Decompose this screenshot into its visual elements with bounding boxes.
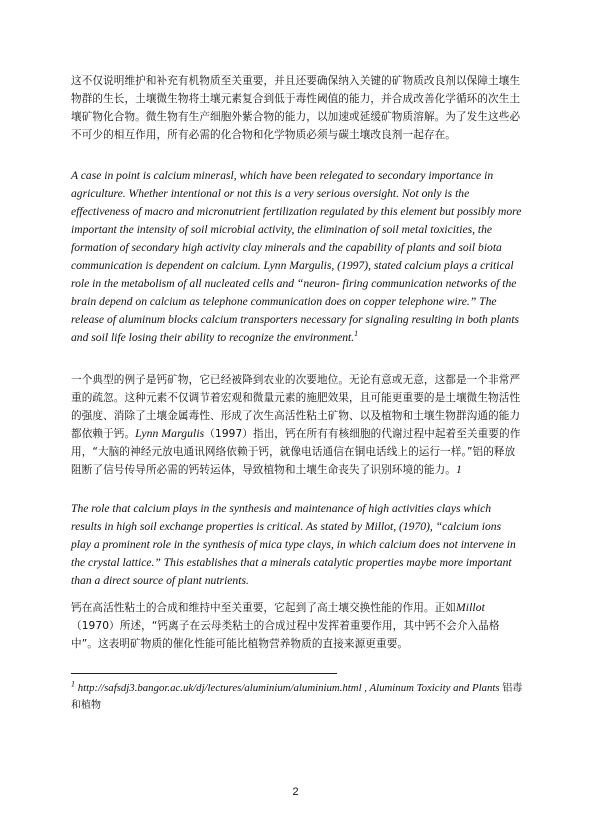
paragraph-text: 一个典型的例子是钙矿物，它已经被降到农业的次要地位。无论有意或无意，这都是一个非常严重的疏忽。这种元素不仅调节着宏观和微量元素的施肥效果，且可能更重要的是土壤微生物活性的强度、消除了土壤金属毒性、形成了次生高活性粘土矿物、以及植物和土壤生物群沟通的能力都依赖于钙。	[71, 374, 521, 440]
footnote-reference[interactable]: 1	[455, 463, 462, 476]
footnote-reference[interactable]: 1	[354, 329, 359, 339]
paragraph-chinese-clays	[71, 599, 523, 653]
author-name: Millot	[455, 601, 485, 614]
paragraph-text: 这不仅说明维护和补充有机物质至关重要，并且还要确保纳入关键的矿物质改良剂以保障土壤生物群的生长，土壤微生物将土壤元素复合到低于毒性阈值的能力，并合成改善化学循环的次生土壤矿物化合物。微生物有生产细胞外紫合物的能力，以加速或延缓矿物质溶解。为了发生这些必不可少的相互作用，所有必需的化合物和化学物质必须与碳土壤改良剂一起存在。	[71, 75, 521, 141]
paragraph-chinese-intro	[71, 72, 523, 144]
paragraph-text: A case in point is calcium minerasl, which have been relegated to secondary importance in agriculture. Whether intentional or not this is a very serious oversight. Not only is the effectiveness of macro and micronutrient fertilization regulated by this element but possibly more important the intensity of soil microbial activity, the elimination of soil metal toxicities, the formation of secondary high activity clay minerals and the capability of plants and soil biota communication is dependent on calcium. Lynn Margulis, (1997), stated calcium plays a critical role in the metabolism of all nucleated cells and “neuron- firing communication networks of the brain depend on calcium as telephone communication does on copper telephone wire.” The release of aluminum blocks calcium transporters necessary for signaling resulting in both plants and soil life losing their ability to recognize the environment.	[71, 169, 522, 344]
paragraph-text: 钙在高活性粘土的合成和维持中至关重要，它起到了高土壤交换性能的作用。正如	[71, 602, 456, 614]
paragraph-text: （1970）所述，“钙离子在云母类粘土的合成过程中发挥着重要作用，其中钙不会介入晶格中”。这表明矿物质的催化性能可能比植物营养物质的直接来源更重要。	[71, 620, 500, 650]
paragraph-english-clays	[71, 500, 523, 590]
page-number: 2	[292, 786, 299, 798]
footnote-mark: 1	[71, 679, 75, 689]
footnote-link[interactable]: http://safsdj3.bangor.ac.uk/dj/lectures/aluminium/aluminium.html , Aluminum Toxicity and Plants	[75, 682, 503, 694]
paragraph-text: （1997）指出，钙在所有有核细胞的代谢过程中起着至关重要的作用，“大脑的神经元放电通讯网络依赖于钙，就像电话通信在铜电话线上的运行一样。”铝的释放阻断了信号传导所必需的钙转运体，导致植物和土壤生命丧失了识别环境的能力。	[71, 428, 521, 476]
footnote-chinese-title: 铝毒和植物	[71, 683, 523, 711]
footnote-divider	[71, 673, 337, 674]
paragraph-text: The role that calcium plays in the synthesis and maintenance of high activities clays which results in high soil exchange properties is critical. As stated by Millot, (1970), “calcium ions play a prominent role in the synthesis of mica type clays, in which calcium does not intervene in the crystal lattice.” This establishes that a minerals catalytic properties maybe more important than a direct source of plant nutrients.	[71, 502, 516, 587]
paragraph-chinese-calcium	[71, 371, 523, 479]
author-name: Lynn Margulis	[135, 427, 205, 440]
footnote	[71, 680, 523, 714]
paragraph-english-calcium	[71, 167, 523, 347]
